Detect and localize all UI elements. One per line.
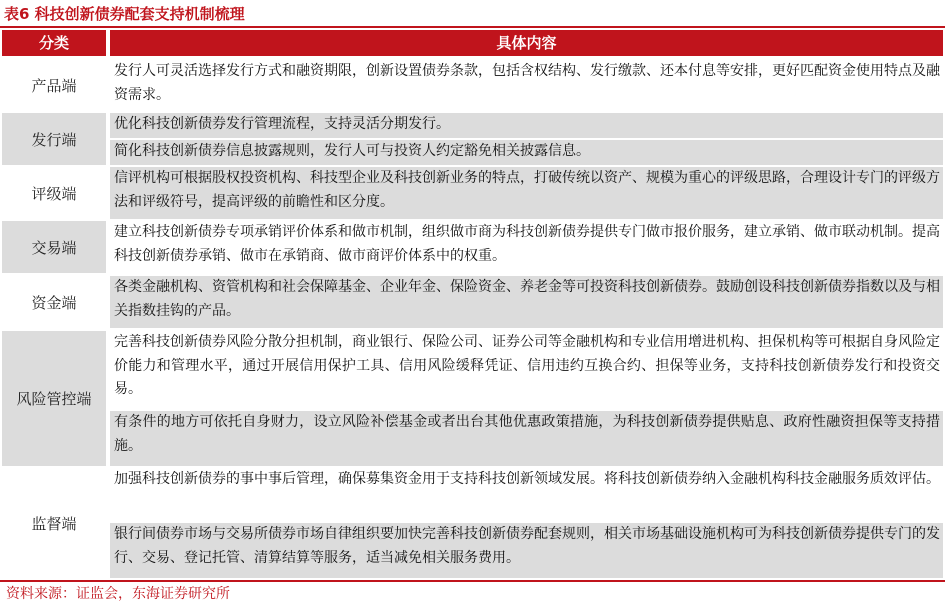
content-item: 简化科技创新债券信息披露规则，发行人可与投资人约定豁免相关披露信息。 bbox=[110, 140, 943, 165]
category-cell: 评级端 bbox=[31, 184, 77, 203]
category-cell: 风险管控端 bbox=[2, 331, 106, 466]
table-row-trading bbox=[2, 221, 943, 273]
table-row-rating bbox=[2, 167, 943, 219]
table-row-product bbox=[2, 60, 943, 111]
header-category: 分类 bbox=[2, 30, 106, 56]
category-cell: 监督端 bbox=[31, 514, 77, 533]
content-item: 信评机构可根据股权投资机构、科技型企业及科技创新业务的特点，打破传统以资产、规模为重心的评级思路，合理设计专门的评级方法和评级符号，提高评级的前瞻性和区分度。 bbox=[110, 167, 943, 219]
content-item: 建立科技创新债券专项承销评价体系和做市机制，组织做市商为科技创新债券提供专门做市报价服务，建立承销、做市联动机制。提高科技创新债券承销、做市在承销商、做市商评价体系中的权重。 bbox=[114, 224, 940, 264]
header-content: 具体内容 bbox=[110, 30, 943, 56]
content-item: 各类金融机构、资管机构和社会保障基金、企业年金、保险资金、养老金等可投资科技创新债券。鼓励创设科技创新债券指数以及与相关指数挂钩的产品。 bbox=[110, 276, 943, 328]
category-cell: 资金端 bbox=[31, 293, 77, 312]
content-item: 有条件的地方可依托自身财力，设立风险补偿基金或者出台其他优惠政策措施，为科技创新债券提供贴息、政府性融资担保等支持措施。 bbox=[110, 411, 943, 466]
table-title: 表6 科技创新债券配套支持机制梳理 bbox=[4, 5, 245, 23]
content-item: 优化科技创新债券发行管理流程，支持灵活分期发行。 bbox=[110, 113, 943, 138]
table-row-risk bbox=[2, 331, 943, 466]
table-header bbox=[2, 30, 943, 56]
title-divider bbox=[0, 26, 945, 28]
content-item: 发行人可灵活选择发行方式和融资期限，创新设置债券条款，包括含权结构、发行缴款、还本付息等安排，更好匹配资金使用特点及融资需求。 bbox=[114, 63, 940, 103]
category-cell: 产品端 bbox=[31, 77, 77, 95]
category-cell: 交易端 bbox=[2, 221, 106, 273]
source-note: 资料来源：证监会，东海证券研究所 bbox=[6, 586, 230, 602]
content-item: 银行间债券市场与交易所债券市场自律组织要加快完善科技创新债券配套规则，相关市场基础设施机构可为科技创新债券提供专门的发行、交易、登记托管、清算结算等服务，适当减免相关服务费用。 bbox=[110, 523, 943, 578]
content-item: 加强科技创新债券的事中事后管理，确保募集资金用于支持科技创新领域发展。将科技创新债券纳入金融机构科技金融服务质效评估。 bbox=[114, 471, 940, 487]
content-item: 完善科技创新债券风险分散分担机制，商业银行、保险公司、证券公司等金融机构和专业信用增进机构、担保机构等可根据自身风险定价能力和管理水平，通过开展信用保护工具、信用风险缓释凭证、信用违约互换合约、担保等业务，支持科技创新债券发行和投资交易。 bbox=[114, 334, 940, 397]
table-row-supervision bbox=[2, 468, 943, 578]
table-row-issuance bbox=[2, 113, 943, 165]
table-row-funding bbox=[2, 276, 943, 328]
category-cell: 发行端 bbox=[2, 113, 106, 165]
footer-divider bbox=[0, 580, 945, 582]
